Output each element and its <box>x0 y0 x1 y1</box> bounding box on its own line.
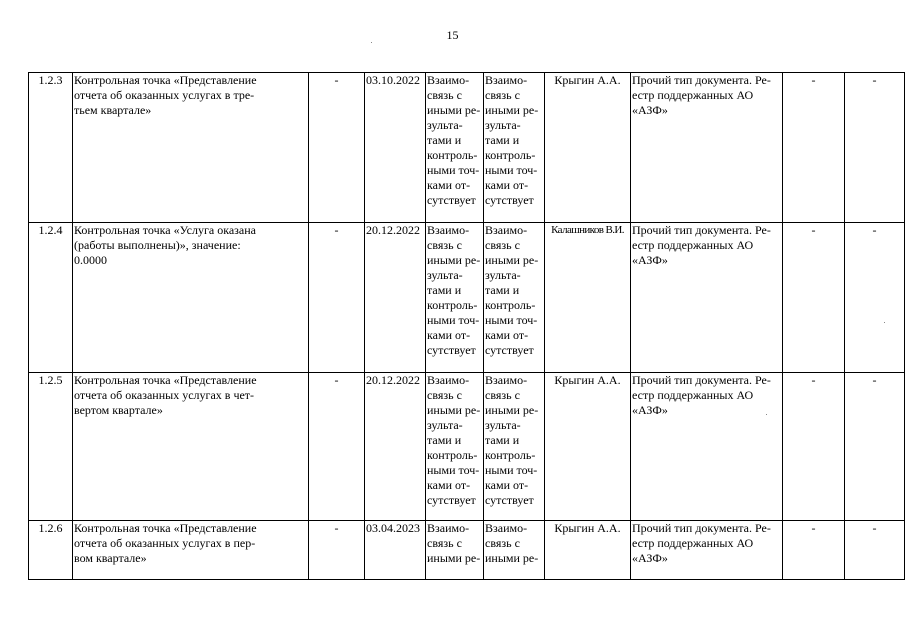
notes-cell: - <box>845 223 905 373</box>
doc-line: Прочий тип документа. Ре- <box>632 223 771 237</box>
name-line: 0.0000 <box>74 253 107 267</box>
document-type <box>631 521 783 580</box>
document-type <box>631 73 783 223</box>
relation-successor <box>484 223 545 373</box>
doc-line: естр поддержанных АО <box>632 88 754 102</box>
rel_a-line: тами и <box>427 133 462 147</box>
responsible-person: Калашников В.И. <box>545 223 631 373</box>
control-point-name <box>73 521 309 580</box>
base-value-cell: - <box>309 521 365 580</box>
rel_b-line: ками от- <box>485 328 529 342</box>
due-date: 03.10.2022 <box>365 73 426 223</box>
rel_a-line: контроль- <box>427 148 478 162</box>
doc-line: Прочий тип документа. Ре- <box>632 373 771 387</box>
base-value-cell: - <box>309 223 365 373</box>
name-line: Контрольная точка «Представление <box>74 73 257 87</box>
rel_a-line: зульта- <box>427 268 463 282</box>
info-system-cell: - <box>783 521 845 580</box>
control-point-name <box>73 73 309 223</box>
rel_a-line: контроль- <box>427 298 478 312</box>
control-point-name <box>73 223 309 373</box>
control-points-table <box>28 72 905 580</box>
rel_a-line: Взаимо- <box>427 223 470 237</box>
document-type <box>631 223 783 373</box>
rel_b-line: тами и <box>485 433 520 447</box>
responsible-person: Крыгин А.А. <box>545 73 631 223</box>
name-line: (работы выполнены)», значение: <box>74 238 241 252</box>
rel_b-line: Взаимо- <box>485 223 528 237</box>
item-number: 1.2.6 <box>29 521 73 580</box>
rel_a-line: Взаимо- <box>427 373 470 387</box>
rel_a-line: ками от- <box>427 478 471 492</box>
rel_b-line: связь с <box>485 238 520 252</box>
relation-predecessor <box>426 373 484 521</box>
rel_a-line: ками от- <box>427 178 471 192</box>
relation-successor <box>484 373 545 521</box>
rel_b-line: ками от- <box>485 478 529 492</box>
rel_a-line: сутствует <box>427 343 476 357</box>
rel_b-line: контроль- <box>485 448 536 462</box>
rel_a-line: ными точ- <box>427 163 480 177</box>
due-date: 20.12.2022 <box>365 373 426 521</box>
document-type <box>631 373 783 521</box>
rel_a-line: контроль- <box>427 448 478 462</box>
rel_a-line: тами и <box>427 283 462 297</box>
name-line: отчета об оказанных услугах в пер- <box>74 536 256 550</box>
rel_a-line: иными ре- <box>427 103 481 117</box>
rel_a-line: Взаимо- <box>427 521 470 535</box>
doc-line: Прочий тип документа. Ре- <box>632 73 771 87</box>
rel_b-line: иными ре- <box>485 253 539 267</box>
rel_a-line: сутствует <box>427 493 476 507</box>
doc-line: естр поддержанных АО <box>632 238 754 252</box>
rel_b-line: иными ре- <box>485 551 539 565</box>
name-line: Контрольная точка «Представление <box>74 521 257 535</box>
notes-cell: - <box>845 73 905 223</box>
name-line: тьем квартале» <box>74 103 152 117</box>
doc-line: Прочий тип документа. Ре- <box>632 521 771 535</box>
name-line: Контрольная точка «Представление <box>74 373 257 387</box>
rel_b-line: связь с <box>485 536 520 550</box>
rel_b-line: контроль- <box>485 148 536 162</box>
rel_a-line: связь с <box>427 238 462 252</box>
notes-cell: - <box>845 521 905 580</box>
rel_b-line: контроль- <box>485 298 536 312</box>
rel_a-line: связь с <box>427 536 462 550</box>
item-number: 1.2.4 <box>29 223 73 373</box>
rel_a-line: зульта- <box>427 418 463 432</box>
rel_b-line: ными точ- <box>485 463 538 477</box>
name-line: вом квартале» <box>74 551 147 565</box>
rel_a-line: иными ре- <box>427 403 481 417</box>
rel_a-line: Взаимо- <box>427 73 470 87</box>
rel_b-line: Взаимо- <box>485 73 528 87</box>
doc-line: «АЗФ» <box>632 103 668 117</box>
table-row <box>29 73 905 223</box>
rel_a-line: иными ре- <box>427 253 481 267</box>
table-row <box>29 521 905 580</box>
page-number: 15 <box>446 28 459 42</box>
name-line: Контрольная точка «Услуга оказана <box>74 223 256 237</box>
rel_a-line: тами и <box>427 433 462 447</box>
doc-line: естр поддержанных АО <box>632 536 754 550</box>
doc-line: естр поддержанных АО <box>632 388 754 402</box>
item-number: 1.2.5 <box>29 373 73 521</box>
relation-predecessor <box>426 223 484 373</box>
rel_b-line: зульта- <box>485 268 521 282</box>
rel_b-line: зульта- <box>485 118 521 132</box>
relation-successor <box>484 73 545 223</box>
rel_b-line: ками от- <box>485 178 529 192</box>
item-number: 1.2.3 <box>29 73 73 223</box>
info-system-cell: - <box>783 223 845 373</box>
table-row <box>29 223 905 373</box>
rel_a-line: связь с <box>427 88 462 102</box>
rel_b-line: тами и <box>485 283 520 297</box>
rel_a-line: сутствует <box>427 193 476 207</box>
rel_a-line: связь с <box>427 388 462 402</box>
responsible-person: Крыгин А.А. <box>545 521 631 580</box>
name-line: отчета об оказанных услугах в тре- <box>74 88 255 102</box>
rel_b-line: зульта- <box>485 418 521 432</box>
responsible-person: Крыгин А.А. <box>545 373 631 521</box>
relation-successor <box>484 521 545 580</box>
info-system-cell: - <box>783 73 845 223</box>
name-line: вертом квартале» <box>74 403 163 417</box>
doc-line: «АЗФ» <box>632 551 668 565</box>
rel_a-line: зульта- <box>427 118 463 132</box>
rel_b-line: связь с <box>485 388 520 402</box>
rel_b-line: сутствует <box>485 493 534 507</box>
rel_b-line: сутствует <box>485 193 534 207</box>
relation-predecessor <box>426 521 484 580</box>
rel_b-line: Взаимо- <box>485 373 528 387</box>
relation-predecessor <box>426 73 484 223</box>
rel_b-line: иными ре- <box>485 403 539 417</box>
rel_b-line: Взаимо- <box>485 521 528 535</box>
doc-line: «АЗФ» <box>632 253 668 267</box>
due-date: 03.04.2023 <box>365 521 426 580</box>
rel_b-line: ными точ- <box>485 163 538 177</box>
rel_b-line: тами и <box>485 133 520 147</box>
rel_a-line: ными точ- <box>427 313 480 327</box>
rel_b-line: связь с <box>485 88 520 102</box>
info-system-cell: - <box>783 373 845 521</box>
notes-cell: - <box>845 373 905 521</box>
base-value-cell: - <box>309 373 365 521</box>
control-point-name <box>73 373 309 521</box>
rel_b-line: иными ре- <box>485 103 539 117</box>
rel_b-line: ными точ- <box>485 313 538 327</box>
rel_a-line: ными точ- <box>427 463 480 477</box>
doc-line: «АЗФ» <box>632 403 668 417</box>
name-line: отчета об оказанных услугах в чет- <box>74 388 255 402</box>
base-value-cell: - <box>309 73 365 223</box>
due-date: 20.12.2022 <box>365 223 426 373</box>
rel_b-line: сутствует <box>485 343 534 357</box>
rel_a-line: ками от- <box>427 328 471 342</box>
table-row <box>29 373 905 521</box>
rel_a-line: иными ре- <box>427 551 481 565</box>
